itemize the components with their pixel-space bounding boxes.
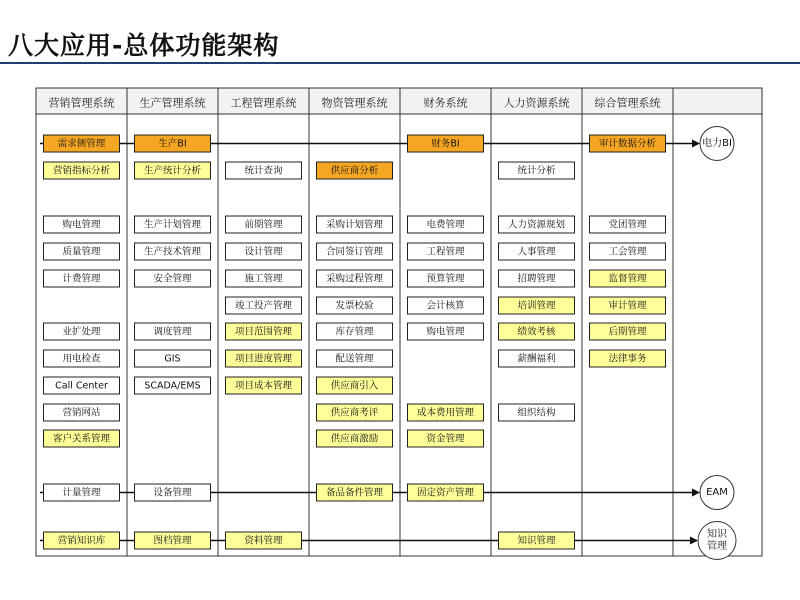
function-box (44, 135, 120, 152)
target-label: EAM (706, 487, 728, 498)
function-box (317, 430, 393, 447)
function-box-label: 供应商分析 (330, 165, 379, 177)
function-box-label: 财务BI (431, 138, 460, 150)
function-box-label: 党团管理 (608, 219, 647, 231)
function-box-label: 营销指标分析 (52, 165, 111, 177)
function-box-label: 统计查询 (244, 165, 283, 177)
function-box (135, 323, 211, 340)
function-box (408, 243, 484, 260)
function-box-label: 预算管理 (426, 273, 465, 285)
function-box (317, 270, 393, 287)
function-box (317, 243, 393, 260)
function-box-label: 图档管理 (153, 535, 192, 547)
function-box (317, 377, 393, 394)
function-box (44, 216, 120, 233)
page-title: 八大应用-总体功能架构 (8, 31, 280, 60)
function-box-label: SCADA/EMS (144, 380, 201, 392)
function-box (408, 323, 484, 340)
target-label: 管理 (707, 541, 727, 552)
function-box (44, 270, 120, 287)
function-box-label: 库存管理 (335, 326, 374, 338)
function-box-label: 成本费用管理 (416, 407, 475, 419)
function-box-label: 工程管理 (426, 246, 465, 258)
function-box-label: 安全管理 (153, 273, 192, 285)
function-box (499, 404, 575, 421)
function-box-label: 客户关系管理 (52, 433, 111, 445)
function-box-label: 资金管理 (426, 433, 465, 445)
function-box-label: 调度管理 (153, 326, 192, 338)
function-box (226, 532, 302, 549)
function-box-label: 前期管理 (244, 219, 283, 231)
function-box (226, 350, 302, 367)
function-box-label: 配送管理 (335, 353, 374, 365)
column-header: 综合管理系统 (594, 96, 661, 110)
function-box-label: 设计管理 (244, 246, 283, 258)
function-box (44, 350, 120, 367)
function-box (135, 243, 211, 260)
function-box (499, 270, 575, 287)
function-box (590, 135, 666, 152)
function-box-label: 生产技术管理 (143, 246, 202, 258)
function-box-label: 生产BI (158, 138, 187, 150)
function-box-label: 供应商激励 (330, 433, 379, 445)
target-label: 电力BI (702, 138, 732, 149)
function-box (408, 430, 484, 447)
function-box (408, 404, 484, 421)
function-box-label: 法律事务 (608, 353, 647, 365)
function-box (317, 162, 393, 179)
function-box-label: 资料管理 (244, 535, 283, 547)
function-box-label: 业扩处理 (62, 326, 101, 338)
function-box (44, 484, 120, 501)
function-box-label: 备品备件管理 (325, 487, 384, 499)
function-box (590, 297, 666, 314)
function-box-label: 生产统计分析 (143, 165, 202, 177)
function-box-label: Call Center (55, 380, 108, 392)
function-box (499, 297, 575, 314)
function-box (499, 243, 575, 260)
function-box-label: 人力资源规划 (507, 219, 566, 231)
function-box (44, 162, 120, 179)
function-box-label: 用电检查 (62, 353, 101, 365)
function-box (135, 532, 211, 549)
function-box-label: 固定资产管理 (416, 487, 475, 499)
function-box (44, 532, 120, 549)
function-box (317, 216, 393, 233)
function-box-label: 薪酬福利 (517, 353, 556, 365)
column-header: 财务系统 (423, 96, 468, 110)
function-box-label: 统计分析 (517, 165, 556, 177)
function-box (135, 162, 211, 179)
function-box-label: 电费管理 (426, 219, 465, 231)
function-box (44, 377, 120, 394)
function-box (499, 350, 575, 367)
column-headers (49, 96, 661, 110)
function-box-label: 发票校验 (335, 300, 374, 312)
function-box (135, 350, 211, 367)
column-header: 工程管理系统 (230, 96, 297, 110)
column-header: 物资管理系统 (321, 96, 388, 110)
function-box-label: 采购计划管理 (325, 219, 384, 231)
function-box-label: 供应商引入 (330, 380, 379, 392)
function-box-label: 工会管理 (608, 246, 647, 258)
function-box-label: 供应商考评 (330, 407, 379, 419)
function-box (226, 270, 302, 287)
function-box (135, 377, 211, 394)
function-box-label: 审计管理 (608, 300, 647, 312)
function-box-label: 购电管理 (426, 326, 465, 338)
function-box (44, 243, 120, 260)
function-box-label: 后期管理 (608, 326, 647, 338)
function-box (590, 323, 666, 340)
function-box-label: 计费管理 (62, 273, 101, 285)
function-box-label: 营销知识库 (57, 535, 106, 547)
function-box (226, 162, 302, 179)
function-box (226, 323, 302, 340)
function-box (408, 297, 484, 314)
function-box (226, 377, 302, 394)
function-box-label: 营销网站 (62, 407, 101, 419)
function-box-label: 计量管理 (62, 487, 101, 499)
column-header: 人力资源系统 (503, 96, 570, 110)
function-box (499, 216, 575, 233)
function-box-label: 采购过程管理 (325, 273, 384, 285)
function-box (317, 484, 393, 501)
function-box-label: 项目进度管理 (234, 353, 293, 365)
function-box (226, 243, 302, 260)
function-box-label: 人事管理 (517, 246, 556, 258)
column-header: 生产管理系统 (139, 96, 206, 110)
function-box (317, 350, 393, 367)
function-box-label: 生产计划管理 (143, 219, 202, 231)
function-box (408, 270, 484, 287)
function-box (590, 270, 666, 287)
function-box (590, 243, 666, 260)
function-box-label: 竣工投产管理 (234, 300, 293, 312)
function-box (226, 297, 302, 314)
function-box-label: 知识管理 (517, 535, 556, 547)
function-box (44, 323, 120, 340)
function-box-label: 绩效考核 (517, 326, 556, 338)
column-header: 营销管理系统 (48, 96, 115, 110)
function-box (317, 404, 393, 421)
function-box-label: 培训管理 (517, 300, 556, 312)
function-box-label: 组织结构 (517, 407, 556, 419)
function-box-label: 购电管理 (62, 219, 101, 231)
function-box-label: 审计数据分析 (598, 138, 657, 150)
function-box (44, 404, 120, 421)
function-box (317, 297, 393, 314)
function-box (135, 484, 211, 501)
function-box-label: 监督管理 (608, 273, 647, 285)
function-box (135, 216, 211, 233)
function-box-label: 需求侧管理 (57, 138, 106, 150)
function-box (590, 350, 666, 367)
function-box (317, 323, 393, 340)
function-box-label: 项目成本管理 (234, 380, 293, 392)
function-box (499, 162, 575, 179)
function-box (135, 270, 211, 287)
function-box (590, 216, 666, 233)
function-box-label: 招聘管理 (517, 273, 556, 285)
function-box (135, 135, 211, 152)
function-box-label: 合同签订管理 (325, 246, 384, 258)
function-box (44, 430, 120, 447)
function-box-label: 项目范围管理 (234, 326, 293, 338)
function-box-label: 会计核算 (426, 300, 465, 312)
function-box (499, 532, 575, 549)
function-box-label: 施工管理 (244, 273, 283, 285)
function-box-label: GIS (164, 353, 181, 365)
function-box (408, 135, 484, 152)
function-box (499, 323, 575, 340)
target-label: 知识 (707, 529, 727, 540)
function-box (408, 216, 484, 233)
function-box-label: 设备管理 (153, 487, 192, 499)
function-box (408, 484, 484, 501)
function-box (226, 216, 302, 233)
function-box-label: 质量管理 (62, 246, 101, 258)
